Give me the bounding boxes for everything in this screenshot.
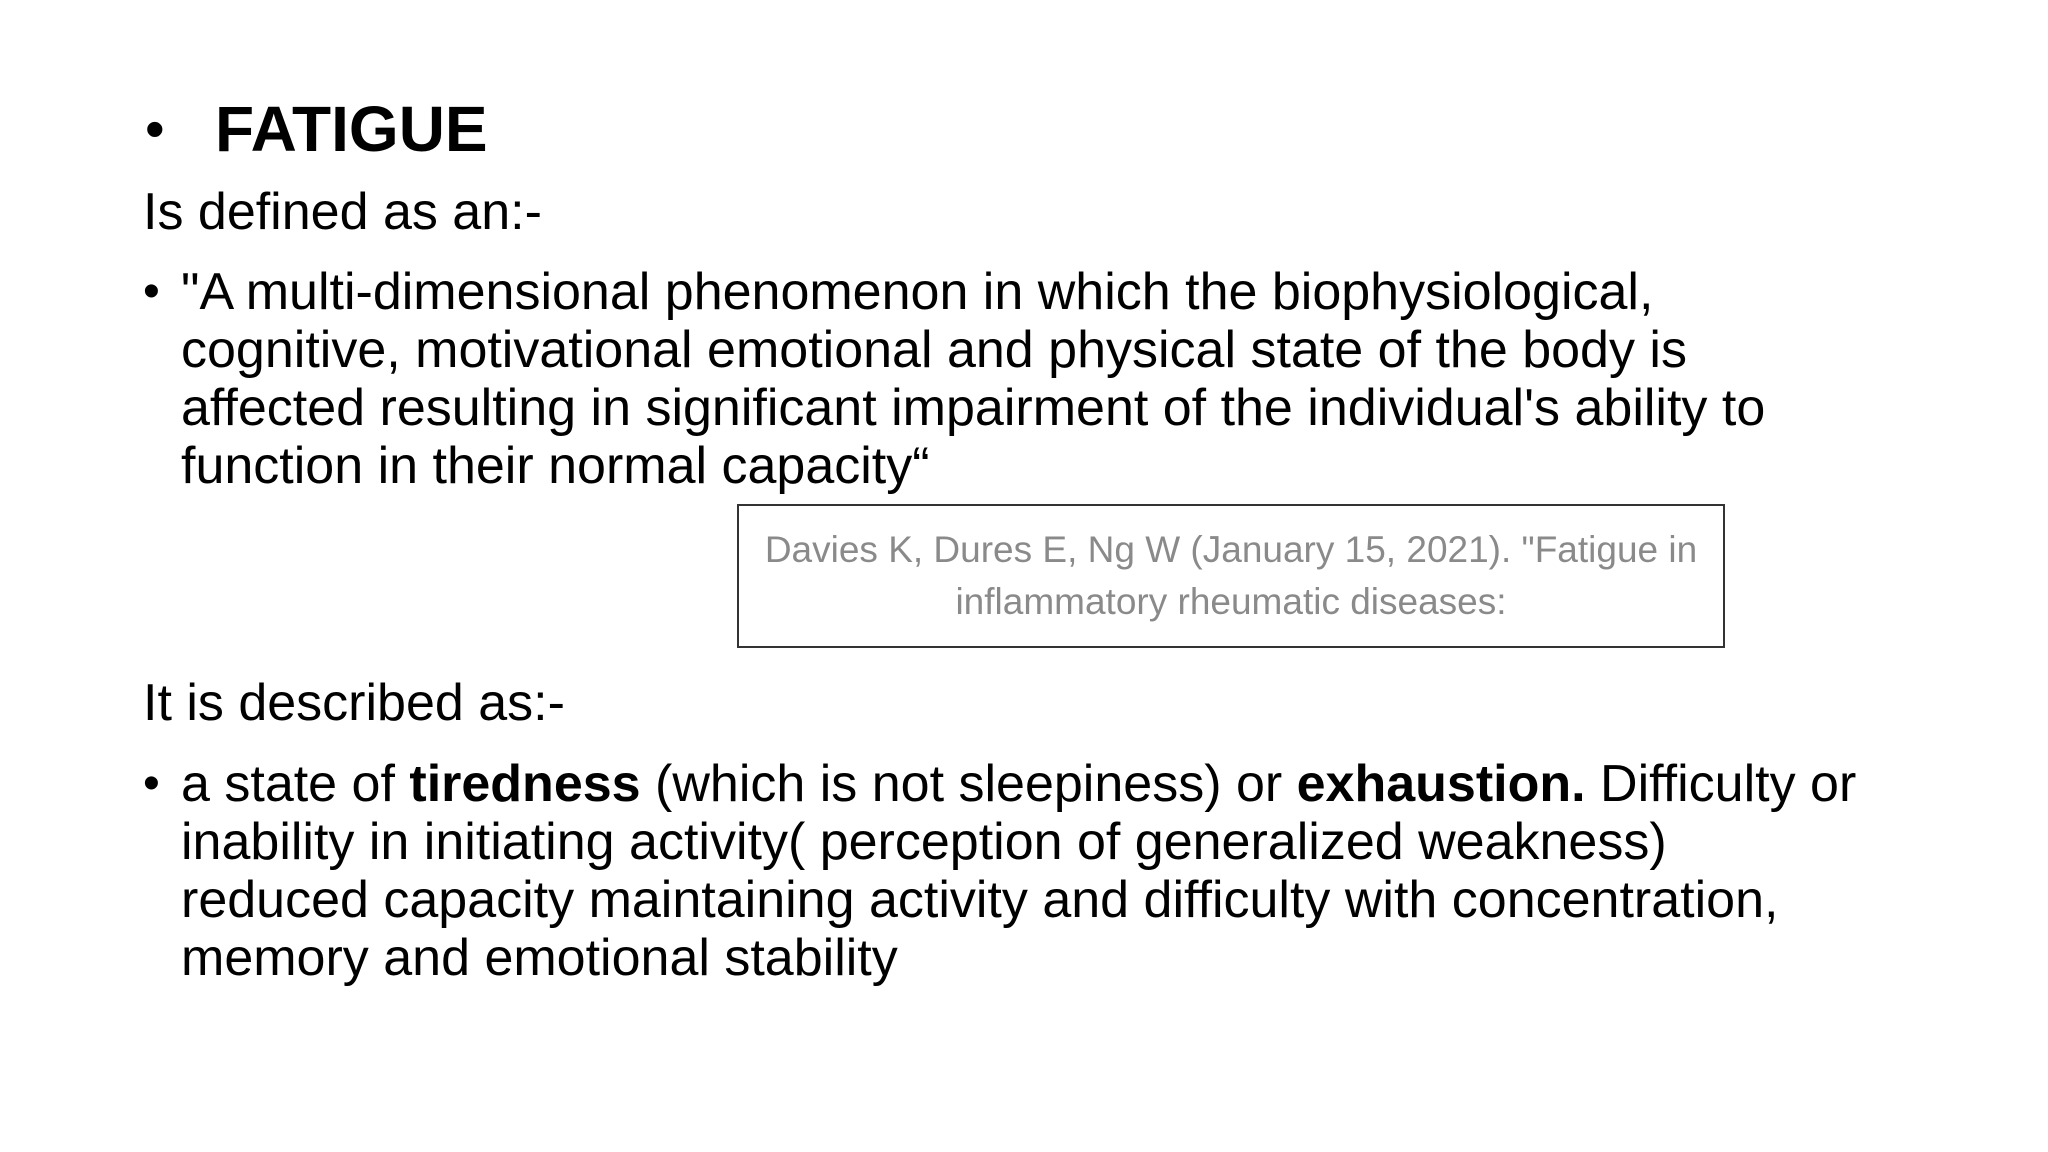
description-text-part: a state of [181,755,410,813]
citation-line: inflammatory rheumatic diseases: [955,581,1507,622]
description-line: memory and emotional stability [181,929,898,987]
quote-line: cognitive, motivational emotional and physical state of the body is [181,321,1687,379]
description-bullet [143,755,1943,987]
quote-line: function in their normal capacity“ [181,437,930,495]
bullet-icon: • [143,757,160,810]
definition-heading: Is defined as an:- [143,183,542,241]
quote-line: "A multi-dimensional phenomenon in which the biophysiological, [181,263,1654,321]
exhaustion-term: exhaustion. [1296,755,1586,813]
description-text-part: Difficulty or [1585,755,1857,813]
description-line [181,755,1941,813]
description-heading: It is described as:- [143,674,565,732]
citation-box [737,504,1725,648]
citation-line: Davies K, Dures E, Ng W (January 15, 2021). "Fatigue in [764,529,1698,570]
description-text-part: (which is not sleepiness) or [640,755,1297,813]
definition-quote-bullet [143,263,1943,495]
slide-title [145,84,488,174]
title-text: FATIGUE [215,93,488,165]
title-bullet-icon: • [145,97,165,160]
tiredness-term: tiredness [409,755,641,813]
definition-quote [181,263,1941,495]
description-line: inability in initiating activity( perception of generalized weakness) [181,813,1667,871]
quote-line: affected resulting in significant impairment of the individual's ability to [181,379,1766,437]
description-line: reduced capacity maintaining activity and difficulty with concentration, [181,871,1779,929]
description-text [181,755,1941,987]
bullet-icon: • [143,265,160,318]
